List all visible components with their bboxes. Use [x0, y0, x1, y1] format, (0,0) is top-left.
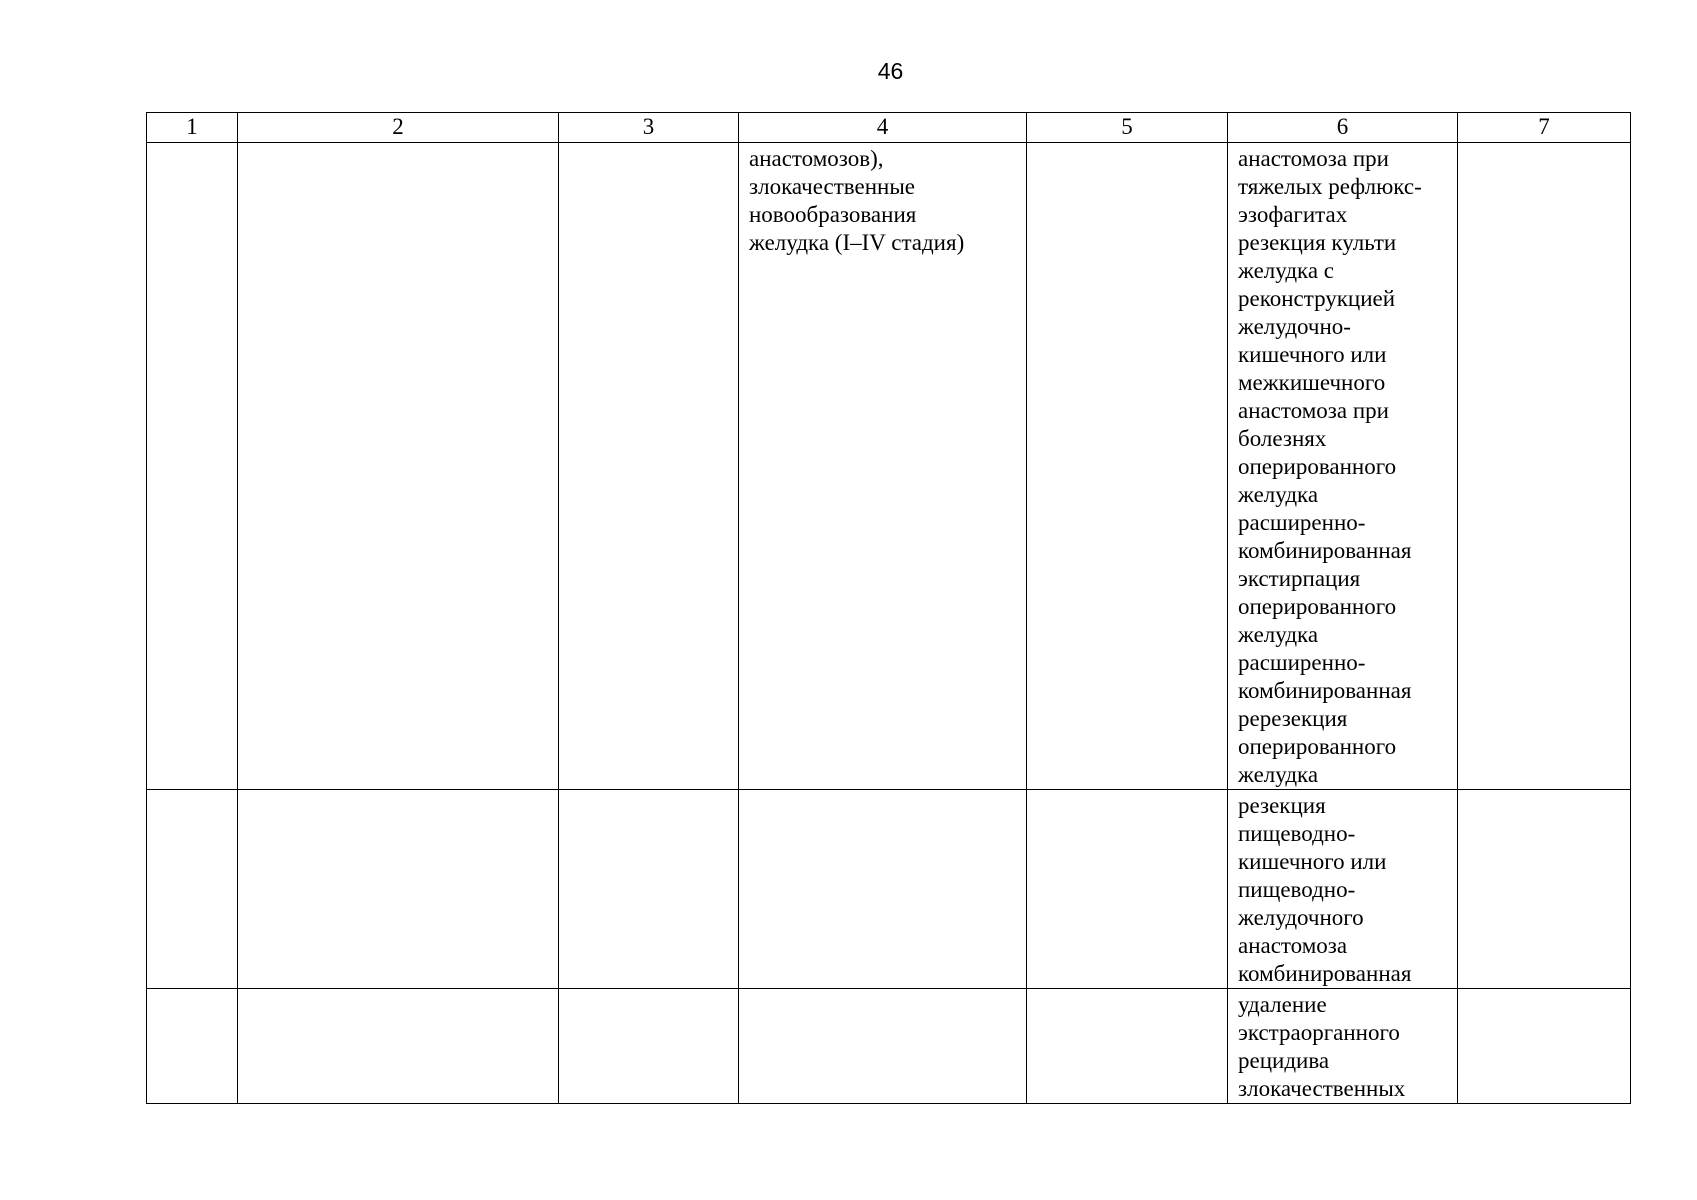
table-cell	[1027, 989, 1228, 1104]
column-number-header: 6	[1228, 113, 1458, 143]
table-cell	[559, 989, 739, 1104]
table-cell: резекция пищеводно- кишечного или пищеводно- желудочного анастомоза комбинированная	[1228, 790, 1458, 989]
table-cell	[147, 989, 238, 1104]
column-number-header: 3	[559, 113, 739, 143]
table-cell	[1458, 989, 1631, 1104]
table-cell	[147, 790, 238, 989]
table-cell: анастомозов), злокачественные новообразования желудка (I–IV стадия)	[739, 143, 1027, 790]
column-number-header: 2	[238, 113, 559, 143]
column-number-header: 4	[739, 113, 1027, 143]
table-cell	[238, 989, 559, 1104]
column-number-header: 7	[1458, 113, 1631, 143]
table-cell	[147, 143, 238, 790]
column-number-header: 1	[147, 113, 238, 143]
page-number: 46	[877, 58, 904, 84]
document-table	[146, 112, 1631, 1104]
table-cell	[559, 143, 739, 790]
table-cell	[1458, 143, 1631, 790]
table-cell	[238, 790, 559, 989]
table-cell: анастомоза при тяжелых рефлюкс- эзофагитах резекция культи желудка с реконструкцией желудочно- кишечного или межкишечного анастомоза при болезнях оперированного желудка расширенно- комбинированная экстирпация оперированного желудка расширенно- комбинированная ререзекция оперированного желудка	[1228, 143, 1458, 790]
table-header-row	[147, 113, 1631, 143]
table-cell	[739, 989, 1027, 1104]
table-cell	[739, 790, 1027, 989]
table-cell	[1027, 790, 1228, 989]
table-cell: удаление экстраорганного рецидива злокачественных	[1228, 989, 1458, 1104]
table-row	[147, 989, 1631, 1104]
table-cell	[559, 790, 739, 989]
column-number-header: 5	[1027, 113, 1228, 143]
table-cell	[1458, 790, 1631, 989]
table-cell	[238, 143, 559, 790]
table-row	[147, 143, 1631, 790]
table-cell	[1027, 143, 1228, 790]
table-row	[147, 790, 1631, 989]
